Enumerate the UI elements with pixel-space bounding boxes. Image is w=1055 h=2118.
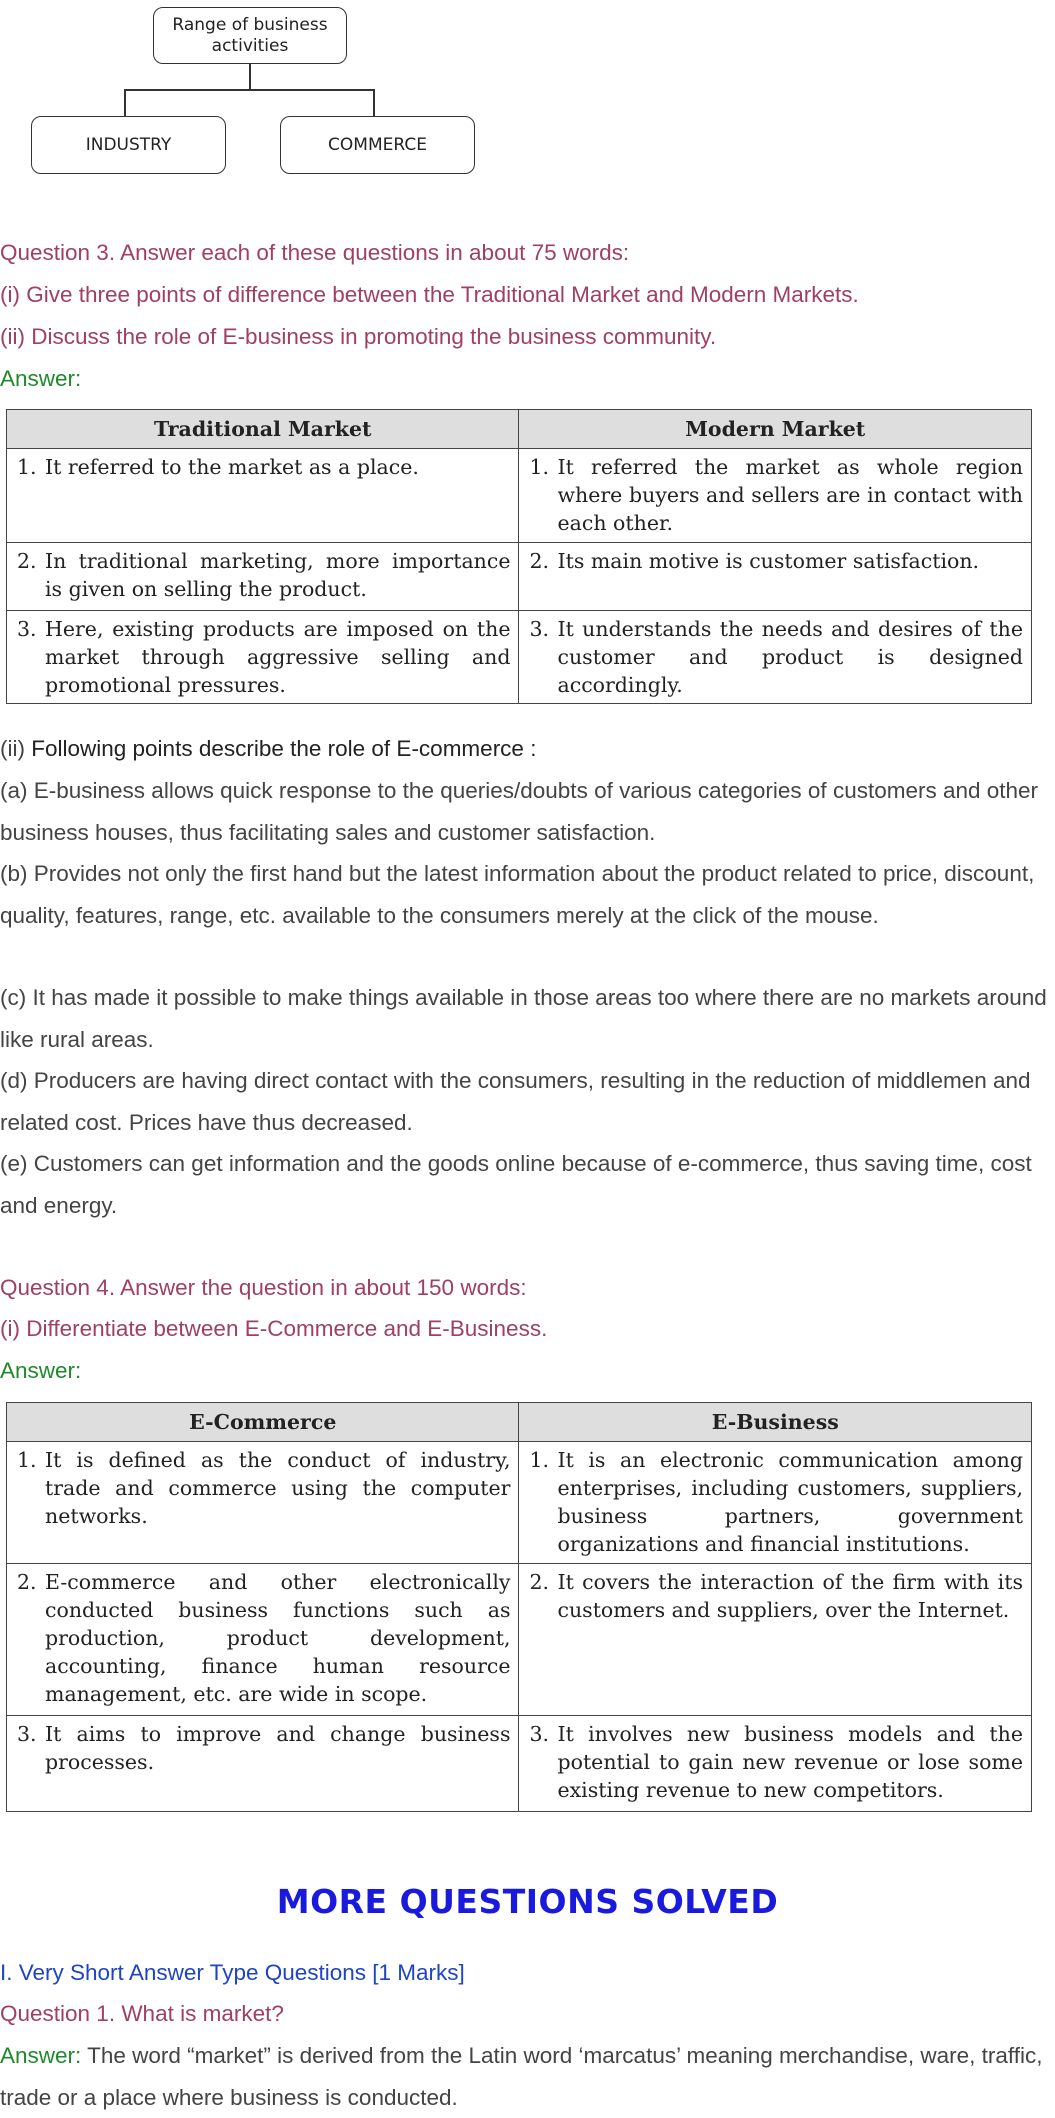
diagram-industry-label: INDUSTRY bbox=[85, 134, 172, 155]
role-point-b: (b) Provides not only the first hand but the latest information about the product related to price, discount, quality, features, range, etc. available to the consumers merely at the click of the mouse. bbox=[0, 861, 1035, 928]
cell-text: It aims to improve and change business processes. bbox=[45, 1722, 511, 1774]
question-4-answer-label: Answer: bbox=[0, 1358, 82, 1383]
table-row bbox=[7, 611, 1032, 704]
table-row bbox=[7, 1442, 1032, 1564]
table-header-row bbox=[7, 1403, 1032, 1442]
row-number: 1. bbox=[529, 1448, 550, 1472]
row-number: 2. bbox=[17, 1570, 37, 1594]
cell-text: It understands the needs and desires of the customer and product is designed accordingly. bbox=[557, 617, 1023, 697]
cell-text: It is an electronic communication among enterprises, including customers, suppliers, business partners, government organizations and financial institutions. bbox=[557, 1448, 1023, 1556]
table-cell bbox=[7, 1564, 519, 1716]
more-answer-text: The word “market” is derived from the Latin word ‘marcatus’ meaning merchandise, ware, traffic, trade or a place where business is conducted. bbox=[0, 2043, 1043, 2110]
row-number: 2. bbox=[17, 549, 37, 573]
cell-text: It is defined as the conduct of industry, trade and commerce using the computer networks. bbox=[45, 1448, 511, 1528]
table-row bbox=[7, 449, 1032, 543]
question-4-part-1: (i) Differentiate between E-Commerce and E-Business. bbox=[0, 1316, 548, 1341]
role-heading-text: Following points describe the role of E-commerce : bbox=[31, 736, 537, 761]
diagram-commerce-node bbox=[280, 116, 475, 174]
row-number: 1. bbox=[17, 455, 37, 479]
cell-text: Its main motive is customer satisfaction. bbox=[557, 549, 980, 573]
diagram-commerce-label: COMMERCE bbox=[328, 134, 427, 155]
role-point-e: (e) Customers can get information and the goods online because of e-commerce, thus saving time, cost and energy. bbox=[0, 1151, 1032, 1218]
ecommerce-vs-ebusiness-table bbox=[6, 1402, 1032, 1812]
question-3-part-2: (ii) Discuss the role of E-business in promoting the business community. bbox=[0, 324, 717, 349]
row-number: 3. bbox=[17, 1722, 37, 1746]
table-header-cell: E-Business bbox=[519, 1403, 1032, 1442]
cell-text: E-commerce and other electronically conducted business functions such as production, product development, accounting, finance human resource management, etc. are wide in scope. bbox=[45, 1570, 511, 1706]
role-heading bbox=[0, 728, 1050, 770]
question-3-title: Question 3. Answer each of these questions in about 75 words: bbox=[0, 240, 630, 265]
table-header-cell: Modern Market bbox=[519, 410, 1032, 449]
role-point-a: (a) E-business allows quick response to the queries/doubts of various categories of customers and other business houses, thus facilitating sales and customer satisfaction. bbox=[0, 778, 1039, 845]
question-4-title: Question 4. Answer the question in about 150 words: bbox=[0, 1275, 527, 1300]
table-cell bbox=[519, 1564, 1032, 1716]
cell-text: It involves new business models and the potential to gain new revenue or lose some existing revenue to new competitors. bbox=[557, 1722, 1023, 1802]
diagram-connector bbox=[124, 89, 126, 116]
diagram-root-label: Range of business activities bbox=[172, 14, 328, 56]
table-cell bbox=[7, 611, 519, 704]
table-cell bbox=[7, 449, 519, 543]
more-answer-label: Answer: bbox=[0, 2043, 82, 2068]
row-number: 2. bbox=[529, 1570, 550, 1594]
diagram-connector bbox=[249, 64, 251, 90]
section-heading: MORE QUESTIONS SOLVED bbox=[276, 1882, 779, 1921]
table-cell bbox=[7, 1442, 519, 1564]
table-cell bbox=[519, 449, 1032, 543]
question-3-part-1: (i) Give three points of difference between the Traditional Market and Modern Markets. bbox=[0, 282, 859, 307]
cell-text: It covers the interaction of the firm with its customers and suppliers, over the Internet. bbox=[557, 1570, 1023, 1622]
row-number: 2. bbox=[529, 549, 550, 573]
business-activities-diagram bbox=[0, 0, 500, 185]
table-cell bbox=[519, 1442, 1032, 1564]
table-cell bbox=[519, 611, 1032, 704]
table-cell bbox=[7, 543, 519, 611]
cell-text: Here, existing products are imposed on the market through aggressive selling and promotional pressures. bbox=[45, 617, 511, 697]
diagram-industry-node bbox=[31, 116, 226, 174]
row-number: 1. bbox=[529, 455, 550, 479]
table-row bbox=[7, 543, 1032, 611]
cell-text: It referred the market as whole region where buyers and sellers are in contact with each other. bbox=[557, 455, 1023, 535]
row-number: 3. bbox=[17, 617, 37, 641]
role-point-c: (c) It has made it possible to make things available in those areas too where there are no markets around like rural areas. bbox=[0, 985, 1047, 1052]
table-cell bbox=[519, 543, 1032, 611]
table-row bbox=[7, 1564, 1032, 1716]
more-question-1: Question 1. What is market? bbox=[0, 2001, 284, 2026]
role-point-d: (d) Producers are having direct contact with the consumers, resulting in the reduction of middlemen and related cost. Prices have thus decreased. bbox=[0, 1068, 1031, 1135]
table-header-cell: Traditional Market bbox=[7, 410, 519, 449]
diagram-root-node bbox=[153, 7, 347, 64]
row-number: 1. bbox=[17, 1448, 37, 1472]
cell-text: It referred to the market as a place. bbox=[45, 455, 419, 479]
traditional-vs-modern-market-table bbox=[6, 409, 1032, 704]
row-number: 3. bbox=[529, 1722, 550, 1746]
diagram-connector bbox=[124, 89, 374, 91]
role-heading-prefix: (ii) bbox=[0, 736, 32, 761]
row-number: 3. bbox=[529, 617, 550, 641]
diagram-connector bbox=[373, 89, 375, 116]
table-cell bbox=[519, 1716, 1032, 1812]
table-cell bbox=[7, 1716, 519, 1812]
table-header-row bbox=[7, 410, 1032, 449]
table-header-cell: E-Commerce bbox=[7, 1403, 519, 1442]
cell-text: In traditional marketing, more importance is given on selling the product. bbox=[45, 549, 511, 601]
table-row bbox=[7, 1716, 1032, 1812]
very-short-answer-section-title: I. Very Short Answer Type Questions [1 Marks] bbox=[0, 1960, 465, 1985]
question-3-answer-label: Answer: bbox=[0, 366, 82, 391]
more-answer-1 bbox=[0, 2035, 1050, 2118]
